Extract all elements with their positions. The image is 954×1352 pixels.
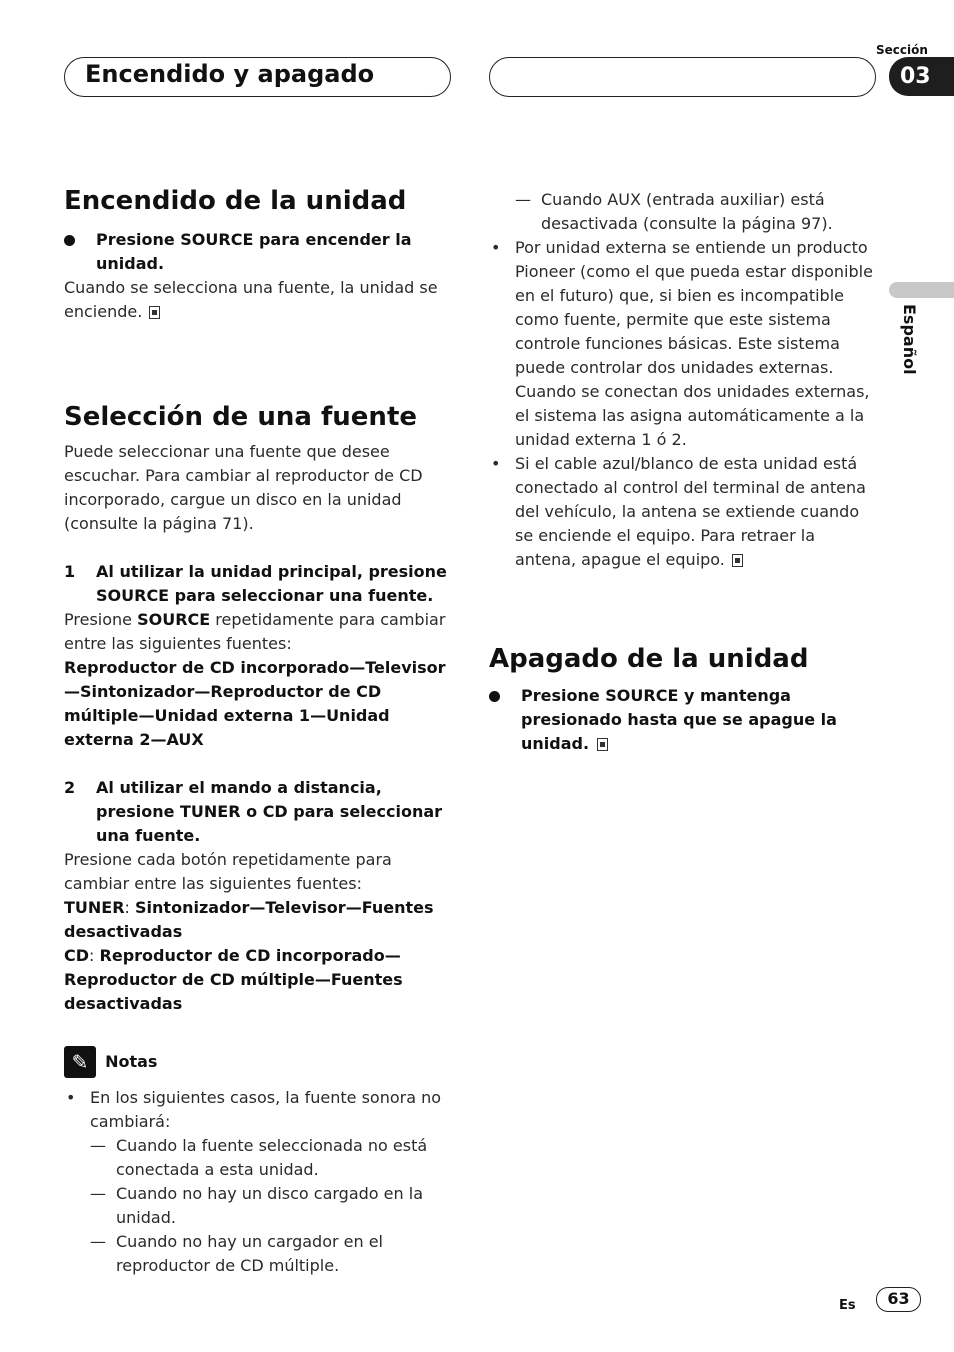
end-mark-icon — [732, 554, 743, 567]
header-title: Encendido y apagado — [85, 60, 375, 88]
section-number: 03 — [889, 57, 954, 96]
language-tab — [889, 282, 954, 298]
bullet-dot-icon — [64, 235, 75, 246]
right-column — [489, 188, 877, 756]
small-bullet-icon: • — [491, 238, 501, 257]
section-title-apagado: Apagado de la unidad — [489, 644, 809, 674]
note-sublist-cont — [489, 188, 877, 236]
bullet-dot-icon — [489, 691, 500, 702]
language-code: Es — [839, 1298, 856, 1313]
body-encendido: Cuando se selecciona una fuente, la unidad se enciende. — [64, 278, 438, 321]
step-1-source-chain: Reproductor de CD incorporado—Televisor—Sintonizador—Reproductor de CD múltiple—Unidad externa 1—Unidad externa 2—AUX — [64, 658, 446, 749]
cd-chain: CD: Reproductor de CD incorporado—Reproductor de CD múltiple—Fuentes desactivadas — [64, 946, 403, 1013]
end-mark-icon — [597, 738, 608, 751]
note-dash-3: — Cuando no hay un cargador en el reproductor de CD múltiple. — [90, 1232, 383, 1275]
note-dash-2: — Cuando no hay un disco cargado en la unidad. — [90, 1184, 423, 1227]
small-bullet-icon: • — [66, 1088, 76, 1107]
step-2-heading: 2 Al utilizar el mando a distancia, presione TUNER o CD para seleccionar una fuente. — [64, 778, 443, 845]
section-title-seleccion: Selección de una fuente — [64, 402, 418, 432]
note-dash-4: — Cuando AUX (entrada auxiliar) está desactivada (consulte la página 97). — [515, 190, 833, 233]
note-item-1: • En los siguientes casos, la fuente sonora no cambiará: — [66, 1088, 442, 1131]
section-title-encendido: Encendido de la unidad — [64, 186, 407, 216]
step-apagado: Presione SOURCE y mantenga presionado hasta que se apague la unidad. — [489, 684, 877, 756]
section-label: Sección — [876, 43, 928, 57]
note-item-2: • Por unidad externa se entiende un producto Pioneer (como el que pueda estar disponible en el futuro) que, si bien es incompatible como fuente, permite que este sistema controle funciones básicas. Este sistema puede controlar dos unidades externas. Cuando se conectan dos unidades externas, el sistema las asigna automáticamente a la unidad externa 1 ó 2. — [491, 238, 873, 449]
step-2-body: Presione cada botón repetidamente para cambiar entre las siguientes fuentes: — [64, 850, 392, 893]
note-sublist — [64, 1134, 454, 1278]
language-label: Español — [900, 304, 919, 375]
notes-heading: ✎ Notas — [64, 1046, 454, 1078]
header-title-pill — [64, 57, 451, 97]
body-seleccion-intro: Puede seleccionar una fuente que desee escuchar. Para cambiar al reproductor de CD incorporado, cargue un disco en la unidad (consulte la página 71). — [64, 442, 423, 533]
step-1-heading: 1 Al utilizar la unidad principal, presione SOURCE para seleccionar una fuente. — [64, 562, 447, 605]
tuner-chain: TUNER: Sintonizador—Televisor—Fuentes desactivadas — [64, 898, 434, 941]
step-encendido: Presione SOURCE para encender la unidad. — [64, 228, 454, 276]
note-dash-1: — Cuando la fuente seleccionada no está conectada a esta unidad. — [90, 1136, 428, 1179]
header-empty-pill — [489, 57, 876, 97]
pencil-note-icon: ✎ — [64, 1046, 96, 1078]
step-1-body: Presione SOURCE repetidamente para cambiar entre las siguientes fuentes: — [64, 610, 446, 653]
end-mark-icon — [149, 306, 160, 319]
small-bullet-icon: • — [491, 454, 501, 473]
note-item-3: • Si el cable azul/blanco de esta unidad está conectado al control del terminal de antena del vehículo, la antena se extiende cuando se enciende el equipo. Para retraer la antena, apague el equipo. — [491, 454, 866, 569]
page-number: 63 — [876, 1287, 921, 1312]
left-column — [64, 186, 454, 1278]
